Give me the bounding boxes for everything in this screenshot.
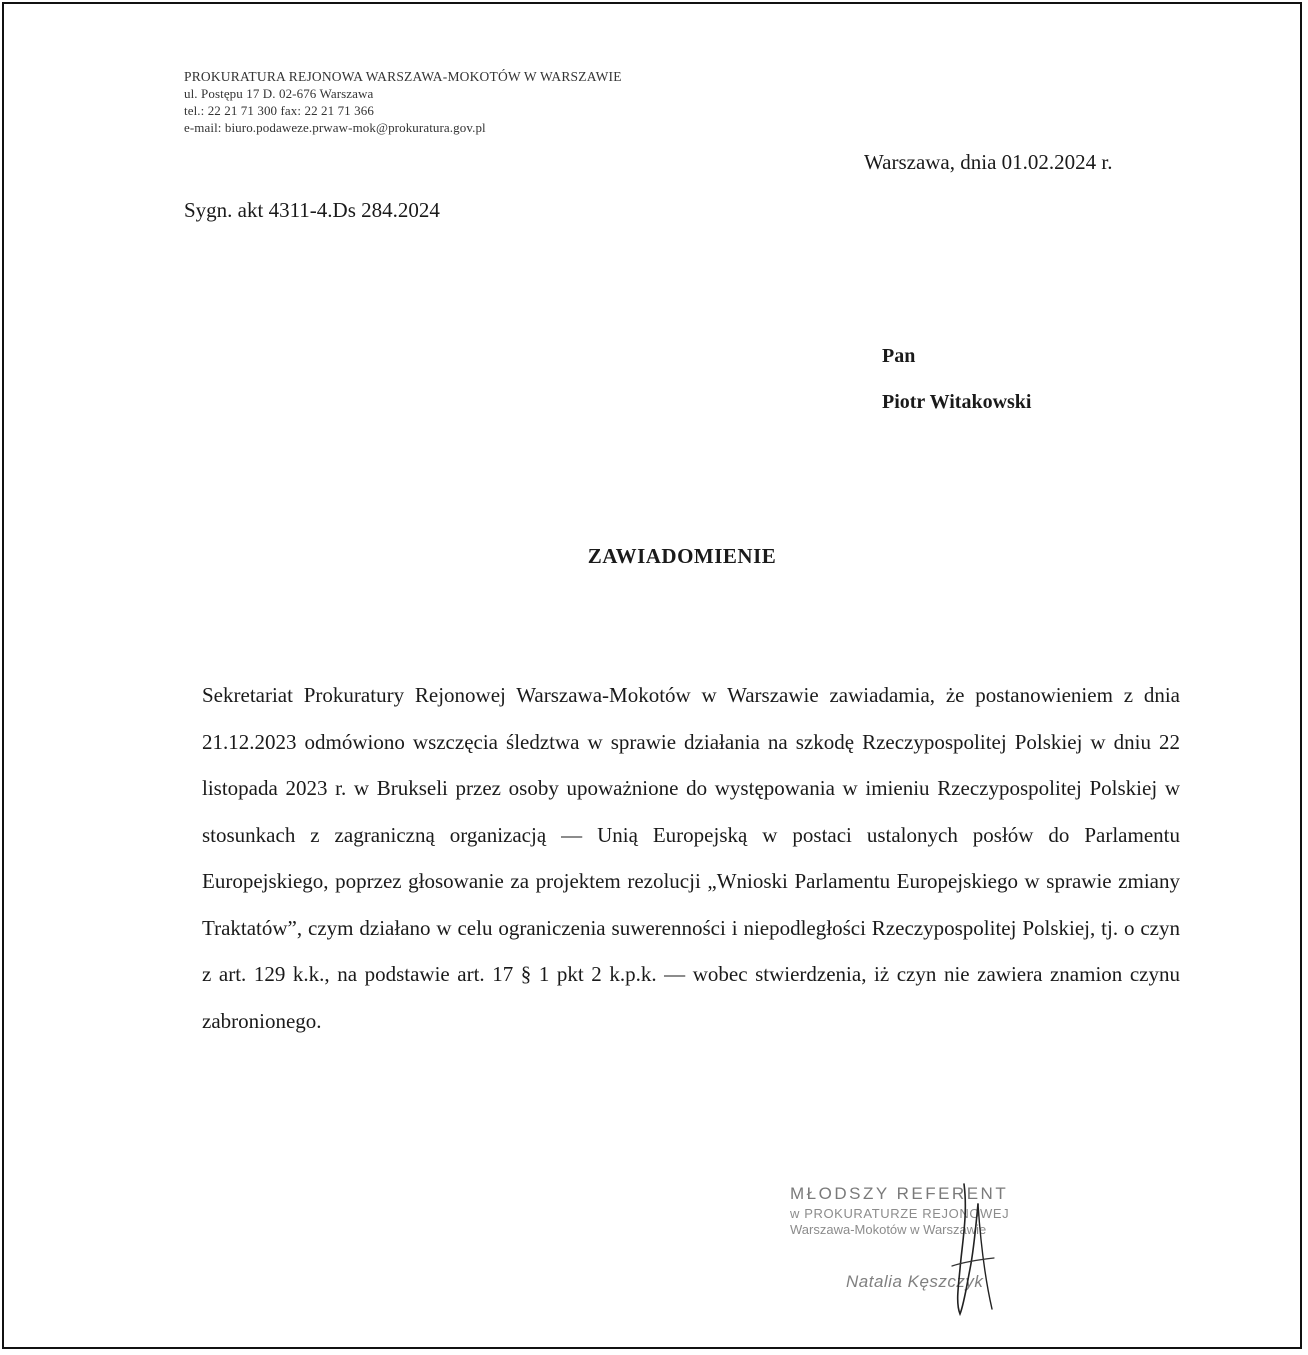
letterhead bbox=[184, 68, 622, 136]
stamp-title: MŁODSZY REFERENT bbox=[790, 1184, 1009, 1203]
handwritten-signature bbox=[934, 1174, 1014, 1324]
stamp-office: w PROKURATURZE REJONOWEJ bbox=[790, 1206, 1010, 1221]
addressee-salutation: Pan bbox=[882, 345, 916, 367]
stamp-location: Warszawa-Mokotów w Warszawie bbox=[790, 1222, 987, 1237]
stamp-name: Natalia Kęszczyk bbox=[846, 1272, 984, 1291]
date-line: Warszawa, dnia 01.02.2024 r. bbox=[864, 150, 1113, 174]
addressee-name: Piotr Witakowski bbox=[882, 391, 1032, 413]
office-email: e-mail: biuro.podaweze.prwaw-mok@prokuratura.gov.pl bbox=[184, 120, 486, 135]
addressee bbox=[882, 333, 1031, 425]
document-page bbox=[2, 2, 1302, 1349]
office-phone: tel.: 22 21 71 300 fax: 22 21 71 366 bbox=[184, 103, 374, 118]
office-address: ul. Postępu 17 D. 02-676 Warszawa bbox=[184, 86, 374, 101]
case-reference: Sygn. akt 4311-4.Ds 284.2024 bbox=[184, 198, 440, 222]
office-name: PROKURATURA REJONOWA WARSZAWA-MOKOTÓW W WARSZAWIE bbox=[184, 69, 622, 84]
document-title: ZAWIADOMIENIE bbox=[587, 544, 777, 568]
body-paragraph: Sekretariat Prokuratury Rejonowej Warszawa-Mokotów w Warszawie zawiadamia, że postanowieniem z dnia 21.12.2023 odmówiono wszczęcia śledztwa w sprawie działania na szkodę Rzeczypospolitej Polskiej w dniu 22 listopada 2023 r. w Brukseli przez osoby upoważnione do występowania w imieniu Rzeczypospolitej Polskiej w stosunkach z zagraniczną organizacją — Unią Europejską w postaci ustalonych posłów do Parlamentu Europejskiego, poprzez głosowanie za projektem rezolucji „Wnioski Parlamentu Europejskiego w sprawie zmiany Traktatów”, czym działano w celu ograniczenia suwerenności i niepodległości Rzeczypospolitej Polskiej, tj. o czyn z art. 129 k.k., na podstawie art. 17 § 1 pkt 2 k.p.k. — wobec stwierdzenia, iż czyn nie zawiera znamion czynu zabronionego. bbox=[202, 683, 1180, 1033]
